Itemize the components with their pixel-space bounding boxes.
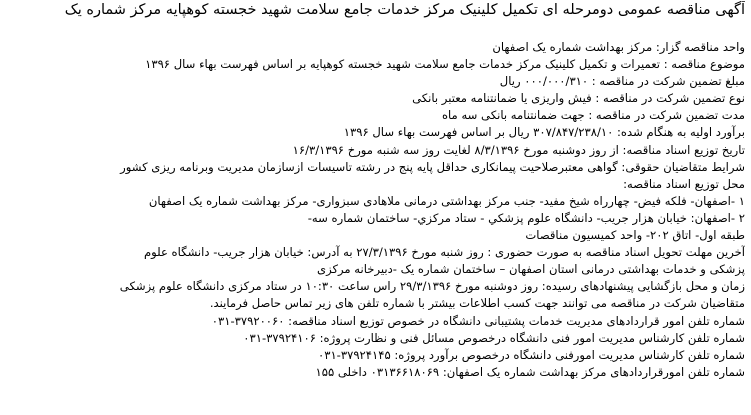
distribution-place-2-cont: طبقه اول- اتاق ۲۰۲- واحد کمیسیون مناقصات <box>525 228 745 243</box>
distribution-place-1: ۱ -اصفهان- فلکه فیض- چهارراه شیخ مفید- جنب مرکز بهداشتی درمانی ملاهادی سبزواری- مرکز بهداشت شماره یک اصفهان <box>148 193 745 208</box>
phone-center-line: شماره تلفن امورقراردادهای مرکز بهداشت شماره یک اصفهان: ۰۳۱۳۶۶۱۸۰۶۹ داخلی ۱۵۵ <box>315 364 745 379</box>
notice-body <box>5 39 745 381</box>
phone-technical-line: شماره تلفن کارشناس مدیریت امور فنی دانشگاه درخصوص مسائل فنی و نظارت پروژه: ۳۷۹۲۴۱۰۶-۰۳۱ <box>243 330 745 345</box>
contact-intro-line: متقاضیان شرکت در مناقصه می توانند جهت کسب اطلاعات بیشتر با شماره تلفن های زیر تماس حاصل فرمایند. <box>209 296 745 311</box>
deadline-line: آخرین مهلت تحویل اسناد مناقصه به صورت حضوری : روز شنبه مورخ ۲۷/۳/۱۳۹۶ به آدرس: خیابان هزار جریب- دانشگاه علوم <box>143 245 745 260</box>
subject-line: موضوع مناقصه : تعمیرات و تکمیل کلینیک مرکز خدمات جامع سلامت شهید خجسته کوهپایه بر اساس فهرست بهاء سال ۱۳۹۶ <box>145 57 745 72</box>
estimate-line: برآورد اولیه به هنگام شده: ۳۰۷/۸۴۷/۲۳۸/۱۰ ریال بر اساس فهرست بهاء سال ۱۳۹۶ <box>343 125 745 140</box>
organizer-line: واحد مناقصه گزار: مرکز بهداشت شماره یک اصفهان <box>492 40 745 54</box>
distribution-date-line: تاریخ توزیع اسناد مناقصه: از روز دوشنبه مورخ ۸/۳/۱۳۹۶ لغایت روز سه شنبه مورخ ۱۶/۳/۱۳۹۶ <box>292 142 745 157</box>
notice-title: آگهی مناقصه عمومی دومرحله ای تکمیل کلینیک مرکز خدمات جامع سلامت شهید خجسته کوهپایه مرکز شماره یک <box>64 2 745 18</box>
opening-line: زمان و محل بازگشایی پیشنهادهای رسیده: روز دوشنبه مورخ ۲۹/۳/۱۳۹۶ راس ساعت ۱۰:۳۰ در ستاد مرکزی دانشگاه علوم پزشکی <box>119 279 745 294</box>
eligibility-line: شرایط متقاضیان حقوقی: گواهی معتبرصلاحیت پیمانکاری حداقل پایه پنج در رشته تاسیسات ازسازمان مدیریت وبرنامه ریزی کشور <box>120 159 745 174</box>
guarantee-amount-line: مبلغ تضمین شرکت در مناقصه : ۰۰۰/۰۰۰/۳۱۰ ریال <box>499 74 745 89</box>
phone-estimate-line: شماره تلفن کارشناس مدیریت امورفنی دانشگاه درخصوص برآورد پروژه: ۳۷۹۲۴۱۴۵-۰۳۱ <box>317 347 745 362</box>
phone-contracts-line: شماره تلفن امور قراردادهای مدیریت خدمات پشتیبانی دانشگاه در خصوص توزیع اسناد مناقصه: ۳۷۹۲۰۰۶۰-۰۳۱ <box>211 313 745 328</box>
distribution-place-heading: محل توزیع اسناد مناقصه: <box>623 176 745 191</box>
guarantee-type-line: نوع تضمین شرکت در مناقصه : فیش واریزی یا ضمانتنامه معتبر بانکی <box>412 91 745 106</box>
guarantee-duration-line: مدت تضمین شرکت در مناقصه : جهت ضمانتنامه بانکی سه ماه <box>441 108 745 123</box>
deadline-address-line: پزشکی و خدمات بهداشتی درمانی استان اصفهان – ساختمان شماره یک -دبیرخانه مرکزی <box>317 262 745 277</box>
distribution-place-2: ۲ -اصفهان: خیابان هزار جریب- دانشگاه علوم پزشكي - ستاد مركزي- ساختمان شماره سه- <box>307 210 745 225</box>
